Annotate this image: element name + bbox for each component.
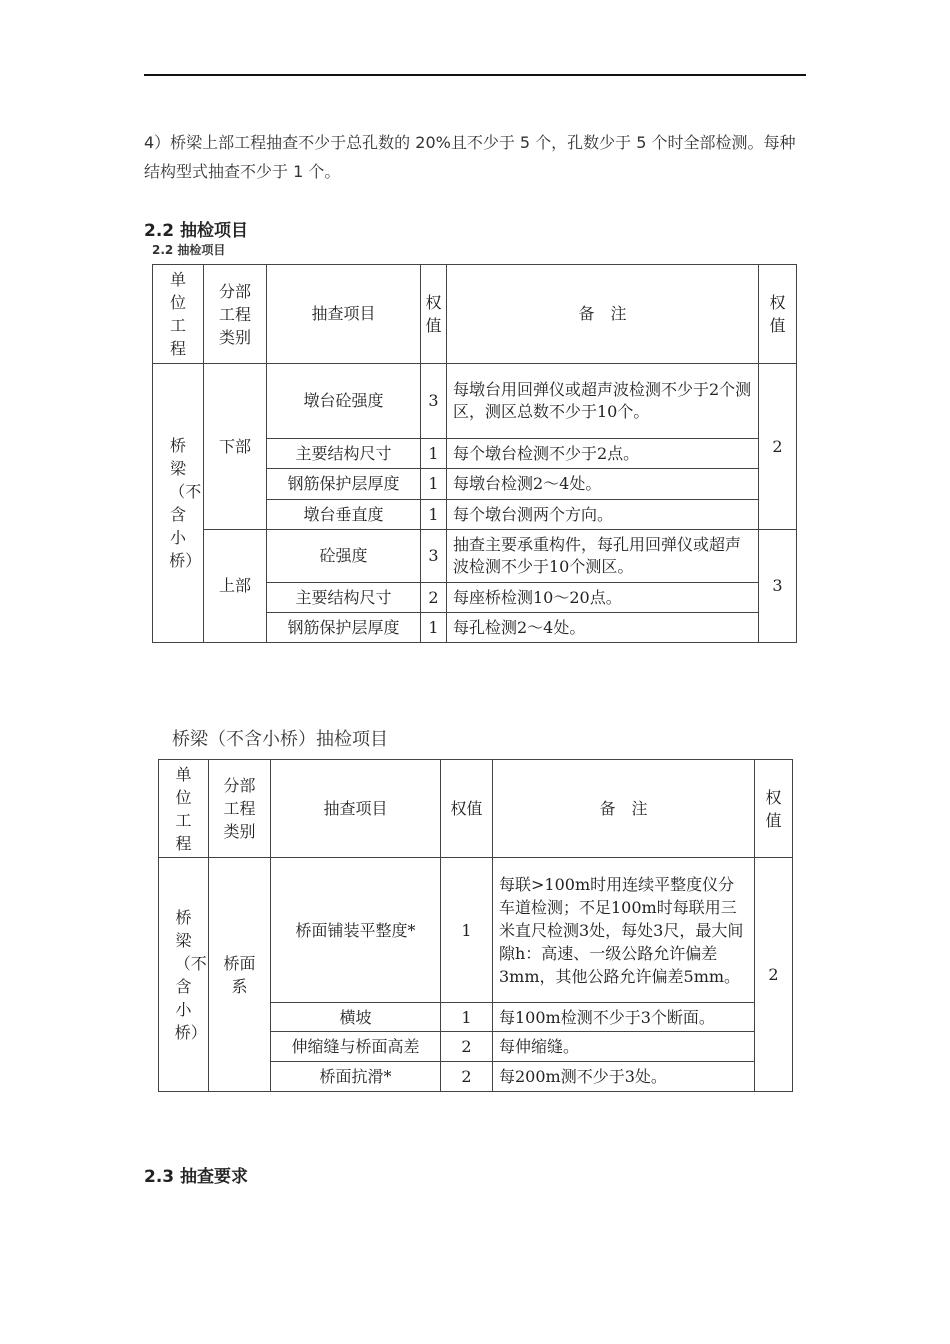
header-weight: 权值 [441, 760, 493, 858]
table-row [153, 364, 797, 439]
weight-cell: 1 [421, 469, 447, 500]
remark-cell: 每200m测不少于3处。 [493, 1062, 755, 1092]
remark-cell: 每个墩台检测不少于2点。 [447, 439, 759, 469]
item-cell: 钢筋保护层厚度 [267, 613, 421, 643]
intro-paragraph: 4）桥梁上部工程抽查不少于总孔数的 20%且不少于 5 个，孔数少于 5 个时全部检测。每种结构型式抽查不少于 1 个。 [144, 133, 796, 181]
weight-cell: 2 [441, 1032, 493, 1062]
header-item: 抽查项目 [267, 265, 421, 364]
table-row [153, 530, 797, 583]
weight-cell: 3 [421, 364, 447, 439]
remark-cell: 每100m检测不少于3个断面。 [493, 1003, 755, 1032]
remark-cell: 每联>100m时用连续平整度仪分车道检测；不足100m时每联用三米直尺检测3处，每处3尺，最大间隙h：高速、一级公路允许偏差3mm，其他公路允许偏差5mm。 [493, 858, 755, 1003]
table-header-row [159, 760, 793, 858]
table2-caption: 桥梁（不含小桥）抽检项目 [172, 729, 388, 750]
inspection-table-1 [152, 264, 797, 643]
remark-cell: 每墩台用回弹仪或超声波检测不少于2个测区，测区总数不少于10个。 [447, 364, 759, 439]
item-cell: 伸缩缝与桥面高差 [271, 1032, 441, 1062]
item-cell: 墩台垂直度 [267, 500, 421, 530]
unit-cell: 桥梁（不含小桥） [159, 858, 209, 1092]
item-cell: 钢筋保护层厚度 [267, 469, 421, 500]
table-header-row [153, 265, 797, 364]
header-weight: 权值 [421, 265, 447, 364]
header-rule [144, 74, 806, 76]
group-weight-cell: 3 [759, 530, 797, 643]
item-cell: 主要结构尺寸 [267, 439, 421, 469]
item-cell: 桥面抗滑* [271, 1062, 441, 1092]
section-heading-2-2: 2.2 抽检项目 [144, 221, 249, 241]
weight-cell: 2 [421, 583, 447, 613]
header-remark: 备 注 [447, 265, 759, 364]
group-weight-cell: 2 [755, 858, 793, 1092]
weight-cell: 3 [421, 530, 447, 583]
header-weight2: 权值 [755, 760, 793, 858]
item-cell: 桥面铺装平整度* [271, 858, 441, 1003]
table-row [159, 858, 793, 1003]
remark-cell: 每座桥检测10～20点。 [447, 583, 759, 613]
header-unit: 单位工程 [153, 265, 204, 364]
group-name-cell: 桥面系 [209, 858, 271, 1092]
remark-cell: 每孔检测2～4处。 [447, 613, 759, 643]
header-unit: 单位工程 [159, 760, 209, 858]
remark-cell: 每个墩台测两个方向。 [447, 500, 759, 530]
item-cell: 砼强度 [267, 530, 421, 583]
weight-cell: 1 [421, 613, 447, 643]
item-cell: 墩台砼强度 [267, 364, 421, 439]
weight-cell: 1 [421, 500, 447, 530]
weight-cell: 1 [421, 439, 447, 469]
table1-caption: 2.2 抽检项目 [152, 243, 226, 257]
weight-cell: 1 [441, 1003, 493, 1032]
inspection-table-2 [158, 759, 793, 1092]
section-heading-2-3: 2.3 抽查要求 [144, 1167, 249, 1187]
remark-cell: 每伸缩缝。 [493, 1032, 755, 1062]
item-cell: 主要结构尺寸 [267, 583, 421, 613]
group-name-cell: 上部 [204, 530, 267, 643]
header-item: 抽查项目 [271, 760, 441, 858]
item-cell: 横坡 [271, 1003, 441, 1032]
unit-cell: 桥梁（不含小桥） [153, 364, 204, 643]
header-subdivision: 分部工程类别 [209, 760, 271, 858]
weight-cell: 2 [441, 1062, 493, 1092]
group-name-cell: 下部 [204, 364, 267, 530]
header-subdivision: 分部工程类别 [204, 265, 267, 364]
weight-cell: 1 [441, 858, 493, 1003]
remark-cell: 抽查主要承重构件，每孔用回弹仪或超声波检测不少于10个测区。 [447, 530, 759, 583]
group-weight-cell: 2 [759, 364, 797, 530]
remark-cell: 每墩台检测2～4处。 [447, 469, 759, 500]
header-remark: 备 注 [493, 760, 755, 858]
header-weight2: 权值 [759, 265, 797, 364]
